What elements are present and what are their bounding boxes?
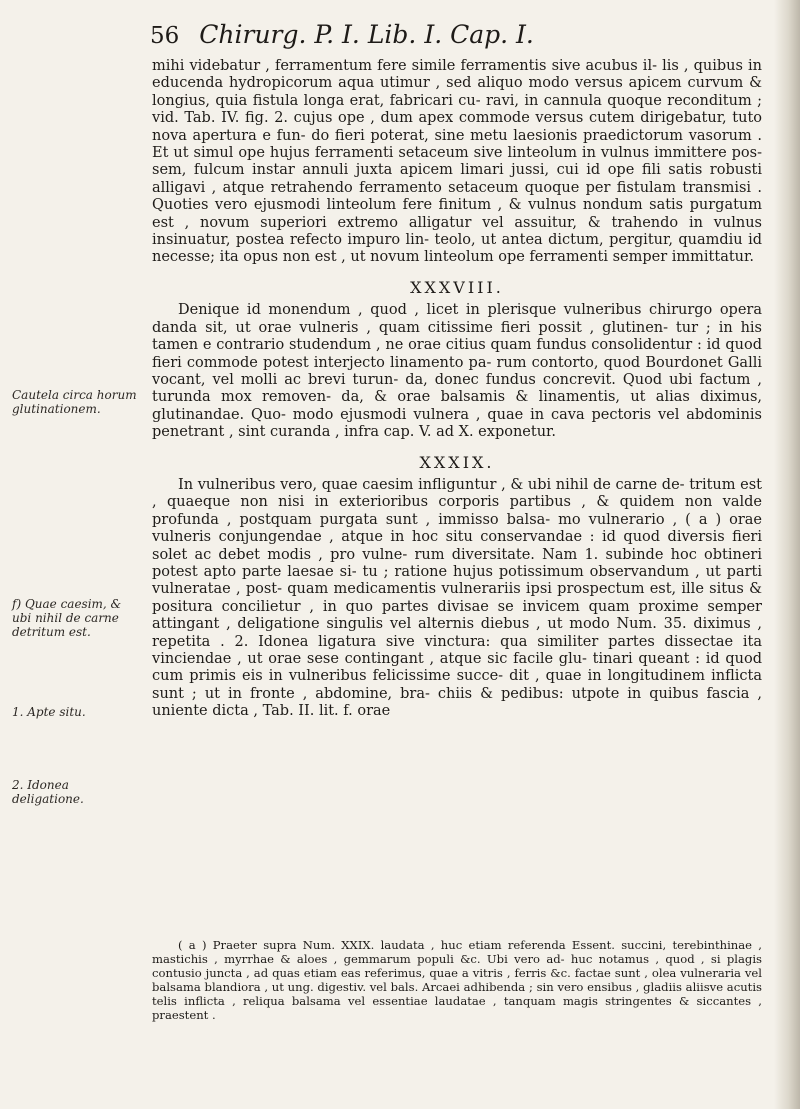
footnote-text: ( a ) Praeter supra Num. XXIX. laudata , huc etiam referenda Essent. succini, terebinthinae , mastichis , myrrhae & aloes , gemmarum populi &c. Ubi vero ad- huc notamus , quod , si plagis contusio juncta , ad quas etiam eas referimus, quae a vitris , ferris &c. factae sunt , olea vulneraria vel balsama blandiora , ut ung. digestiv. vel bals. Arcaei adhibenda ; sin vero ensibus , gladiis aliisve acutis telis inflicta , reliqua balsama vel essentiae laudatae , tanquam magis stringentes & siccantes , praestent . <box>152 938 762 1023</box>
section-heading-38: XXXVIII. <box>410 277 504 297</box>
main-text <box>152 58 762 721</box>
section-39-text: In vulneribus vero, quae caesim infliguntur , & ubi nihil de carne de- tritum est , quaeque non nisi in exterioribus corporis partibus , & quidem non valde profunda , postquam purgata sunt , immisso balsa- mo vulnerario , ( a ) orae vulneris conjungendae , atque in hoc situ conservandae : id quod diversis fieri solet ac debet modis , pro vulne- rum diversitate. Nam 1. subinde hoc obtineri potest apto parte laesae si- tu ; ratione hujus potissimum observandum , ut parti vulneratae , post- quam medicamentis vulnerariis ipsi prospectum est, ille situs & positura concilietur , in quo partes divisae se invicem quam proxime semper attingant , deligatione singulis vel alternis diebus , ut modo Num. 35. diximus , repetita . 2. Idonea ligatura sive vinctura: qua similiter partes dissectae ita vinciendae , ut orae sese contingant , atque sic facile glu- tinari queant : id quod cum primis eis in vulneribus felicissime succe- dit , quae in longitudinem inflicta sunt ; ut in fronte , abdomine, bra- chiis & pedibus: utpote in quibus fascia , uniente dicta , Tab. II. lit. f. orae <box>152 476 762 720</box>
footnote <box>152 938 762 1023</box>
page-number: 56 <box>150 23 180 49</box>
margin-note-cautela: Cautela circa horum glutinationem. <box>12 388 137 417</box>
paragraph-continuation: mihi videbatur , ferramentum fere simile ferramentis sive acubus il- lis , quibus in educenda hydropicorum aqua utimur , sed aliquo modo versus apicem curvum & longius, quia fistula longa erat, fabricari cu- ravi, in cannula quoque reconditum ; vid. Tab. IV. fig. 2. cujus ope , dum apex commode versus cutem dirigebatur, tuto nova apertura e fun- do fieri poterat, sine metu laesionis praedictorum vasorum . Et ut simul ope hujus ferramenti setaceum sive linteolum in vulnus immittere pos- sem, fulcum instar annuli juxta apicem limari jussi, cui id ope fili satis robusti alligavi , atque retrahendo ferramento setaceum quoque per fistulam transmisi . Quoties vero ejusmodi linteolum fere finitum , & vulnus nondum satis purgatum est , novum superiori extremo alligatur vel assuitur, & trahendo in vulnus insinuatur, postea refecto impuro lin- teolo, ut antea dictum, pergitur, quamdiu id necesse; ita opus non est , ut novum linteolum ope ferramenti semper immittatur. <box>152 58 762 266</box>
running-title: Chirurg. P. I. Lib. I. Cap. I. <box>199 20 534 49</box>
margin-note-idonea-deligatione: 2. Idonea deligatione. <box>12 778 84 807</box>
section-38-text: Denique id monendum , quod , licet in plerisque vulneribus chirurgo opera danda sit, ut orae vulneris , quam citissime fieri possit , glutinen- tur ; in his tamen e contrario studendum , ne orae citius quam fundus consolidentur : id quod fieri commode potest interjecto linamento pa- rum contorto, quod Bourdonet Galli vocant, vel molli ac brevi turun- da, donec fundus concrevit. Quod ubi factum , turunda mox removen- da, & orae balsamis & linamentis, ut alias diximus, glutinandae. Quo- modo ejusmodi vulnera , quae in cava pectoris vel abdominis penetrant , sint curanda , infra cap. V. ad X. exponetur. <box>152 302 762 441</box>
running-header <box>150 20 730 60</box>
page-edge-shadow <box>774 0 800 1109</box>
section-heading-39: XXXIX. <box>419 452 495 472</box>
margin-note-caesim: f) Quae caesim, & ubi nihil de carne detritum est. <box>12 597 122 640</box>
margin-note-apte-situ: 1. Apte situ. <box>12 705 86 719</box>
